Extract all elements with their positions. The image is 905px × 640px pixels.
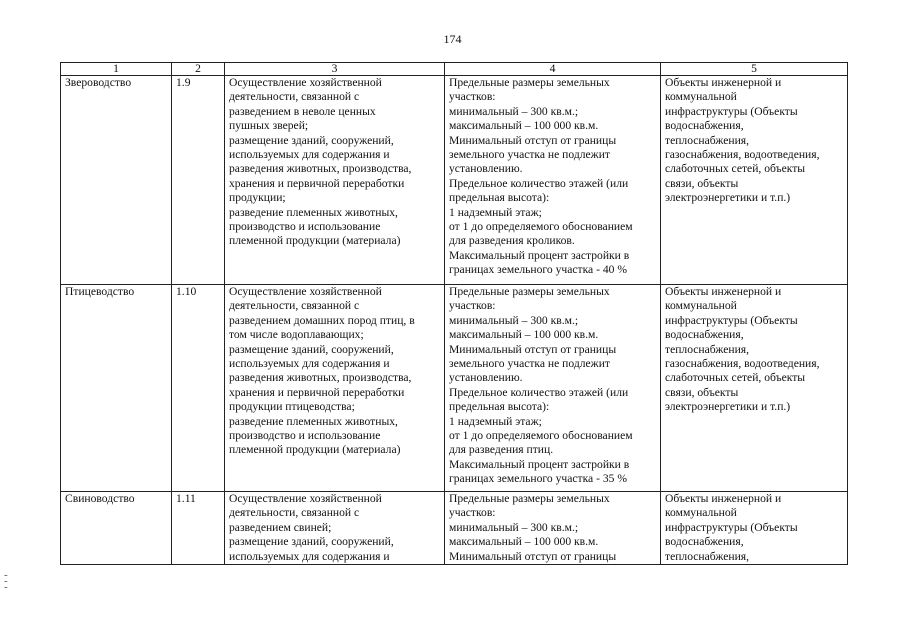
use-name-cell: Звероводство xyxy=(61,76,172,285)
column-header: 3 xyxy=(225,63,445,76)
column-header: 2 xyxy=(172,63,225,76)
table-header-row xyxy=(61,63,848,76)
edge-scan-mark: - - - xyxy=(4,569,8,593)
parameters-cell: Предельные размеры земельных участков: минимальный – 300 кв.м.; максимальный – 100 000 кв.м. Минимальный отступ от границы xyxy=(445,492,661,565)
objects-cell: Объекты инженерной и коммунальной инфраструктуры (Объекты водоснабжения, теплоснабжения, газоснабжения, водоотведения, слаботочных сетей, объекты связи, объекты электроэнергетики и т.п.) xyxy=(661,76,848,285)
table-row xyxy=(61,492,848,565)
table-row xyxy=(61,76,848,285)
parameters-cell: Предельные размеры земельных участков: минимальный – 300 кв.м.; максимальный – 100 000 кв.м. Минимальный отступ от границы земельного участка не подлежит установлению. Предельное количество этажей (или предельная высота): 1 надземный этаж; от 1 до определяемого обоснованием для разведения птиц. Максимальный процент застройки в границах земельного участка - 35 % xyxy=(445,285,661,492)
description-cell: Осуществление хозяйственной деятельности, связанной с разведением в неволе ценных пушных зверей; размещение зданий, сооружений, используемых для содержания и разведения животных, производства, хранения и первичной переработки продукции; разведение племенных животных, производство и использование племенной продукции (материала) xyxy=(225,76,445,285)
description-cell: Осуществление хозяйственной деятельности, связанной с разведением домашних пород птиц, в том числе водоплавающих; размещение зданий, сооружений, используемых для содержания и разведения животных, производства, хранения и первичной переработки продукции птицеводства; разведение племенных животных, производство и использование племенной продукции (материала) xyxy=(225,285,445,492)
use-code-cell: 1.10 xyxy=(172,285,225,492)
column-header: 5 xyxy=(661,63,848,76)
use-name-cell: Свиноводство xyxy=(61,492,172,565)
parameters-cell: Предельные размеры земельных участков: минимальный – 300 кв.м.; максимальный – 100 000 кв.м. Минимальный отступ от границы земельного участка не подлежит установлению. Предельное количество этажей (или предельная высота): 1 надземный этаж; от 1 до определяемого обоснованием для разведения кроликов. Максимальный процент застройки в границах земельного участка - 40 % xyxy=(445,76,661,285)
use-code-cell: 1.11 xyxy=(172,492,225,565)
objects-cell: Объекты инженерной и коммунальной инфраструктуры (Объекты водоснабжения, теплоснабжения, газоснабжения, водоотведения, слаботочных сетей, объекты связи, объекты электроэнергетики и т.п.) xyxy=(661,285,848,492)
description-cell: Осуществление хозяйственной деятельности, связанной с разведением свиней; размещение зданий, сооружений, используемых для содержания и xyxy=(225,492,445,565)
column-header: 1 xyxy=(61,63,172,76)
objects-cell: Объекты инженерной и коммунальной инфраструктуры (Объекты водоснабжения, теплоснабжения, xyxy=(661,492,848,565)
page-number: 174 xyxy=(443,32,462,46)
land-use-table xyxy=(60,62,848,565)
table-row xyxy=(61,285,848,492)
use-name-cell: Птицеводство xyxy=(61,285,172,492)
column-header: 4 xyxy=(445,63,661,76)
use-code-cell: 1.9 xyxy=(172,76,225,285)
